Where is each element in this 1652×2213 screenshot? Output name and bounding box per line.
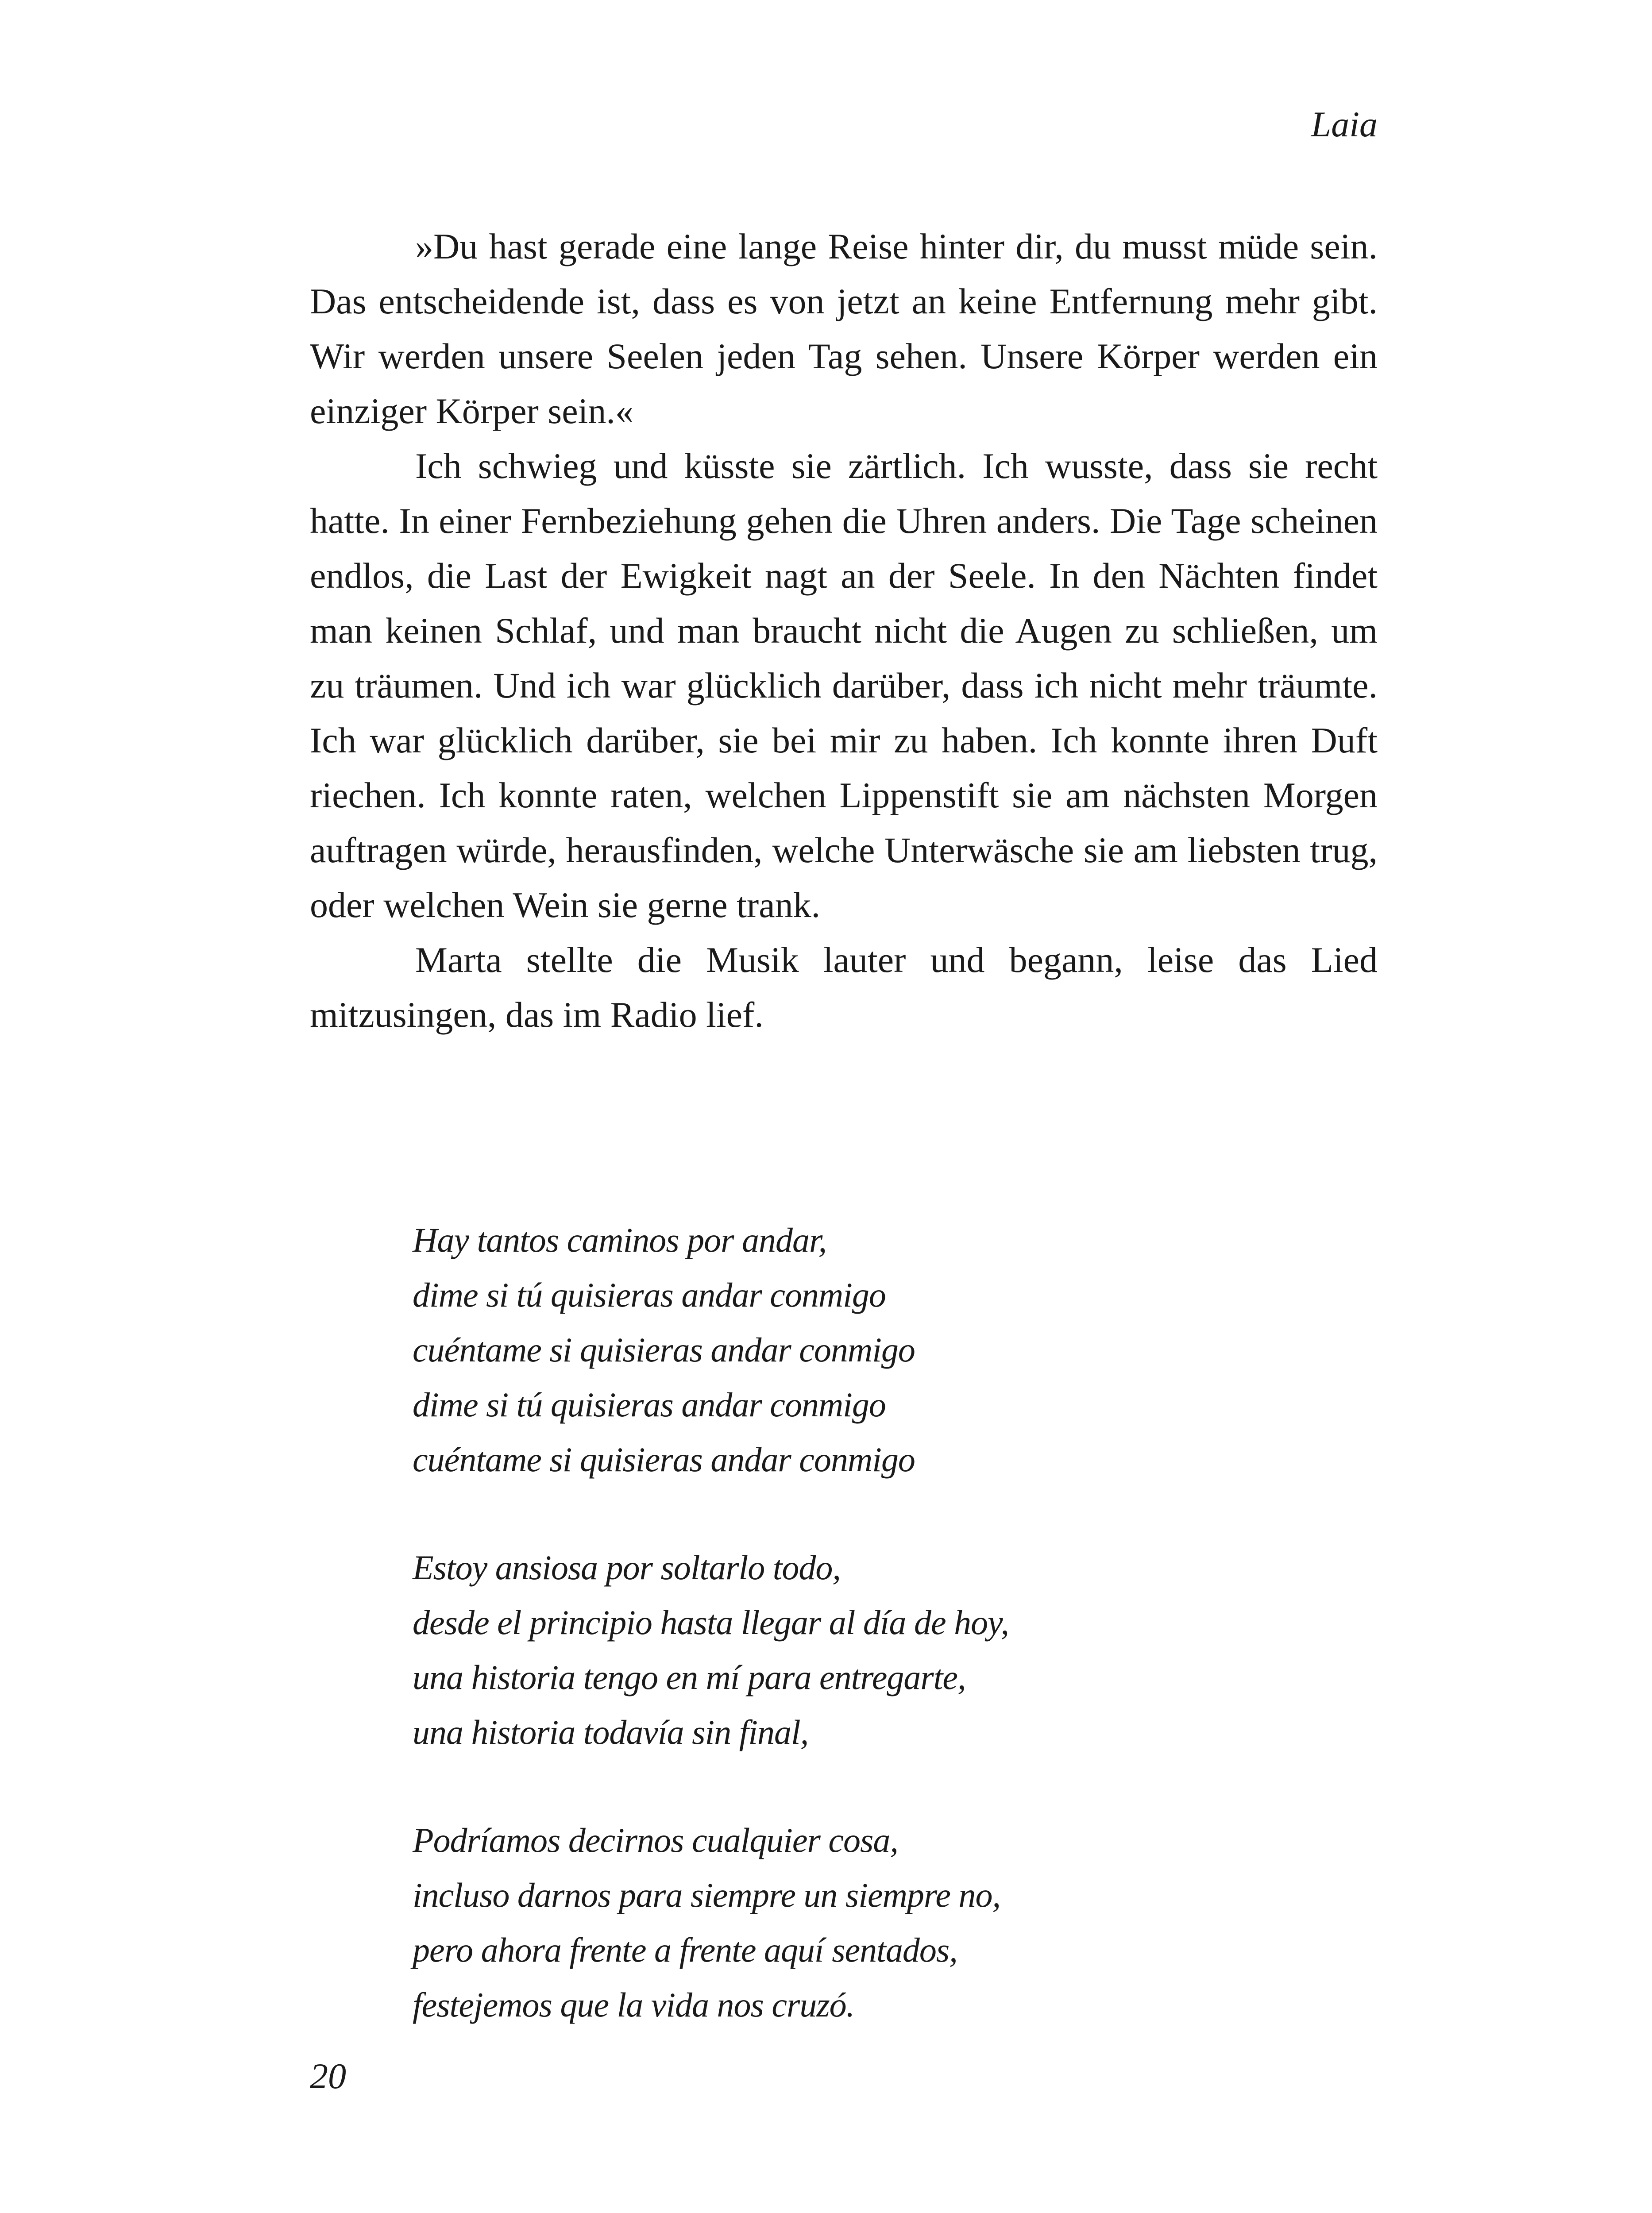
verse-line: Hay tantos caminos por andar, <box>413 1221 827 1259</box>
paragraph: Marta stellte die Musik lauter und begann, leise das Lied mitzusingen, das im Radio lief. <box>310 940 1378 1035</box>
paragraph: Ich schwieg und küsste sie zärtlich. Ich wusste, dass sie recht hatte. In einer Fernbeziehung gehen die Uhren anders. Die Tage scheinen endlos, die Last der Ewigkeit nagt an der Seele. In den Nächten findet man keinen Schlaf, und man braucht nicht die Augen zu schließen, um zu träumen. Und ich war glücklich darüber, dass ich nicht mehr träumte. Ich war glücklich darüber, sie bei mir zu haben. Ich konnte ihren Duft riechen. Ich konnte raten, welchen Lippenstift sie am nächsten Morgen auftragen würde, herausfinden, welche Unterwäsche sie am liebsten trug, oder welchen Wein sie gerne trank. <box>310 446 1378 925</box>
verse-line: incluso darnos para siempre un siempre no, <box>413 1876 1000 1914</box>
stanza <box>413 1813 1386 2032</box>
verse-line: pero ahora frente a frente aquí sentados, <box>413 1931 957 1969</box>
verse-line: una historia todavía sin final, <box>413 1713 809 1751</box>
prose-body <box>310 219 1378 1042</box>
verse-line: Podríamos decirnos cualquier cosa, <box>413 1821 898 1859</box>
paragraph: »Du hast gerade eine lange Reise hinter dir, du musst müde sein. Das entscheidende ist, dass es von jetzt an keine Entfernung mehr gibt. Wir werden unsere Seelen jeden Tag sehen. Unsere Körper werden ein einziger Körper sein.« <box>310 226 1378 431</box>
verse-line: cuéntame si quisieras andar conmigo <box>413 1330 915 1369</box>
song-lyrics <box>413 1213 1386 2086</box>
verse-line: desde el principio hasta llegar al día de hoy, <box>413 1603 1009 1642</box>
verse-line: dime si tú quisieras andar conmigo <box>413 1385 886 1424</box>
verse-line: una historia tengo en mí para entregarte, <box>413 1658 966 1696</box>
verse-line: festejemos que la vida nos cruzó. <box>413 1986 855 2024</box>
stanza <box>413 1213 1386 1487</box>
verse-line: Estoy ansiosa por soltarlo todo, <box>413 1548 841 1587</box>
verse-line: dime si tú quisieras andar conmigo <box>413 1276 886 1314</box>
stanza <box>413 1540 1386 1760</box>
running-head: Laia <box>1311 104 1378 144</box>
verse-line: cuéntame si quisieras andar conmigo <box>413 1440 915 1479</box>
page-number: 20 <box>310 2056 346 2096</box>
